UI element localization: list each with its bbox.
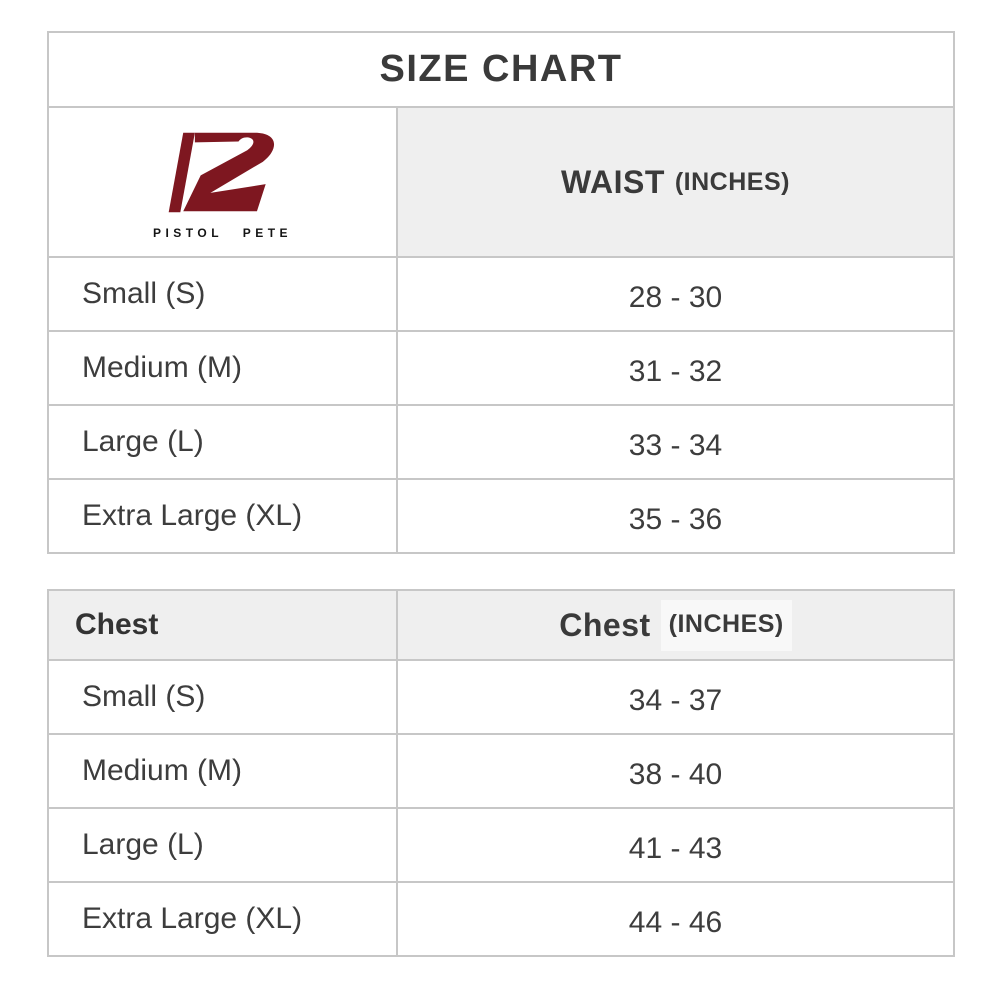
size-label: Extra Large (XL) bbox=[49, 480, 398, 552]
size-label: Medium (M) bbox=[49, 332, 398, 404]
waist-header-label: WAIST bbox=[561, 163, 665, 200]
size-label: Extra Large (XL) bbox=[49, 883, 398, 955]
size-label: Large (L) bbox=[49, 809, 398, 881]
table-row bbox=[49, 807, 953, 881]
size-value: 44 - 46 bbox=[398, 883, 953, 955]
chest-header-cell bbox=[398, 591, 953, 659]
size-label: Medium (M) bbox=[49, 735, 398, 807]
chest-size-table bbox=[47, 589, 955, 957]
chest-header-left-cell bbox=[49, 591, 398, 659]
waist-header-unit: (INCHES) bbox=[674, 167, 790, 196]
size-label: Small (S) bbox=[49, 258, 398, 330]
size-label: Large (L) bbox=[49, 406, 398, 478]
size-value: 28 - 30 bbox=[398, 258, 953, 330]
size-value: 38 - 40 bbox=[398, 735, 953, 807]
size-label: Small (S) bbox=[49, 661, 398, 733]
size-value: 34 - 37 bbox=[398, 661, 953, 733]
size-value: 33 - 34 bbox=[398, 406, 953, 478]
pistol-pete-logo-icon bbox=[153, 124, 293, 221]
table-row bbox=[49, 478, 953, 552]
chest-header-label: Chest bbox=[559, 606, 651, 643]
size-value: 41 - 43 bbox=[398, 809, 953, 881]
table-row bbox=[49, 659, 953, 733]
brand-wordmark: PISTOL PETE bbox=[152, 226, 293, 240]
chest-header-row bbox=[49, 591, 953, 659]
size-value: 31 - 32 bbox=[398, 332, 953, 404]
chest-header-unit: (INCHES) bbox=[661, 600, 792, 651]
waist-size-table bbox=[47, 31, 955, 554]
logo-two bbox=[183, 133, 274, 212]
waist-header-cell bbox=[398, 108, 953, 256]
size-value: 35 - 36 bbox=[398, 480, 953, 552]
table-row bbox=[49, 330, 953, 404]
waist-header-row bbox=[49, 108, 953, 256]
page-title: SIZE CHART bbox=[49, 33, 953, 108]
table-row bbox=[49, 881, 953, 955]
table-row bbox=[49, 733, 953, 807]
table-row bbox=[49, 256, 953, 330]
chest-header-left-label: Chest bbox=[75, 608, 159, 641]
brand-logo-cell bbox=[49, 108, 398, 256]
table-row bbox=[49, 404, 953, 478]
